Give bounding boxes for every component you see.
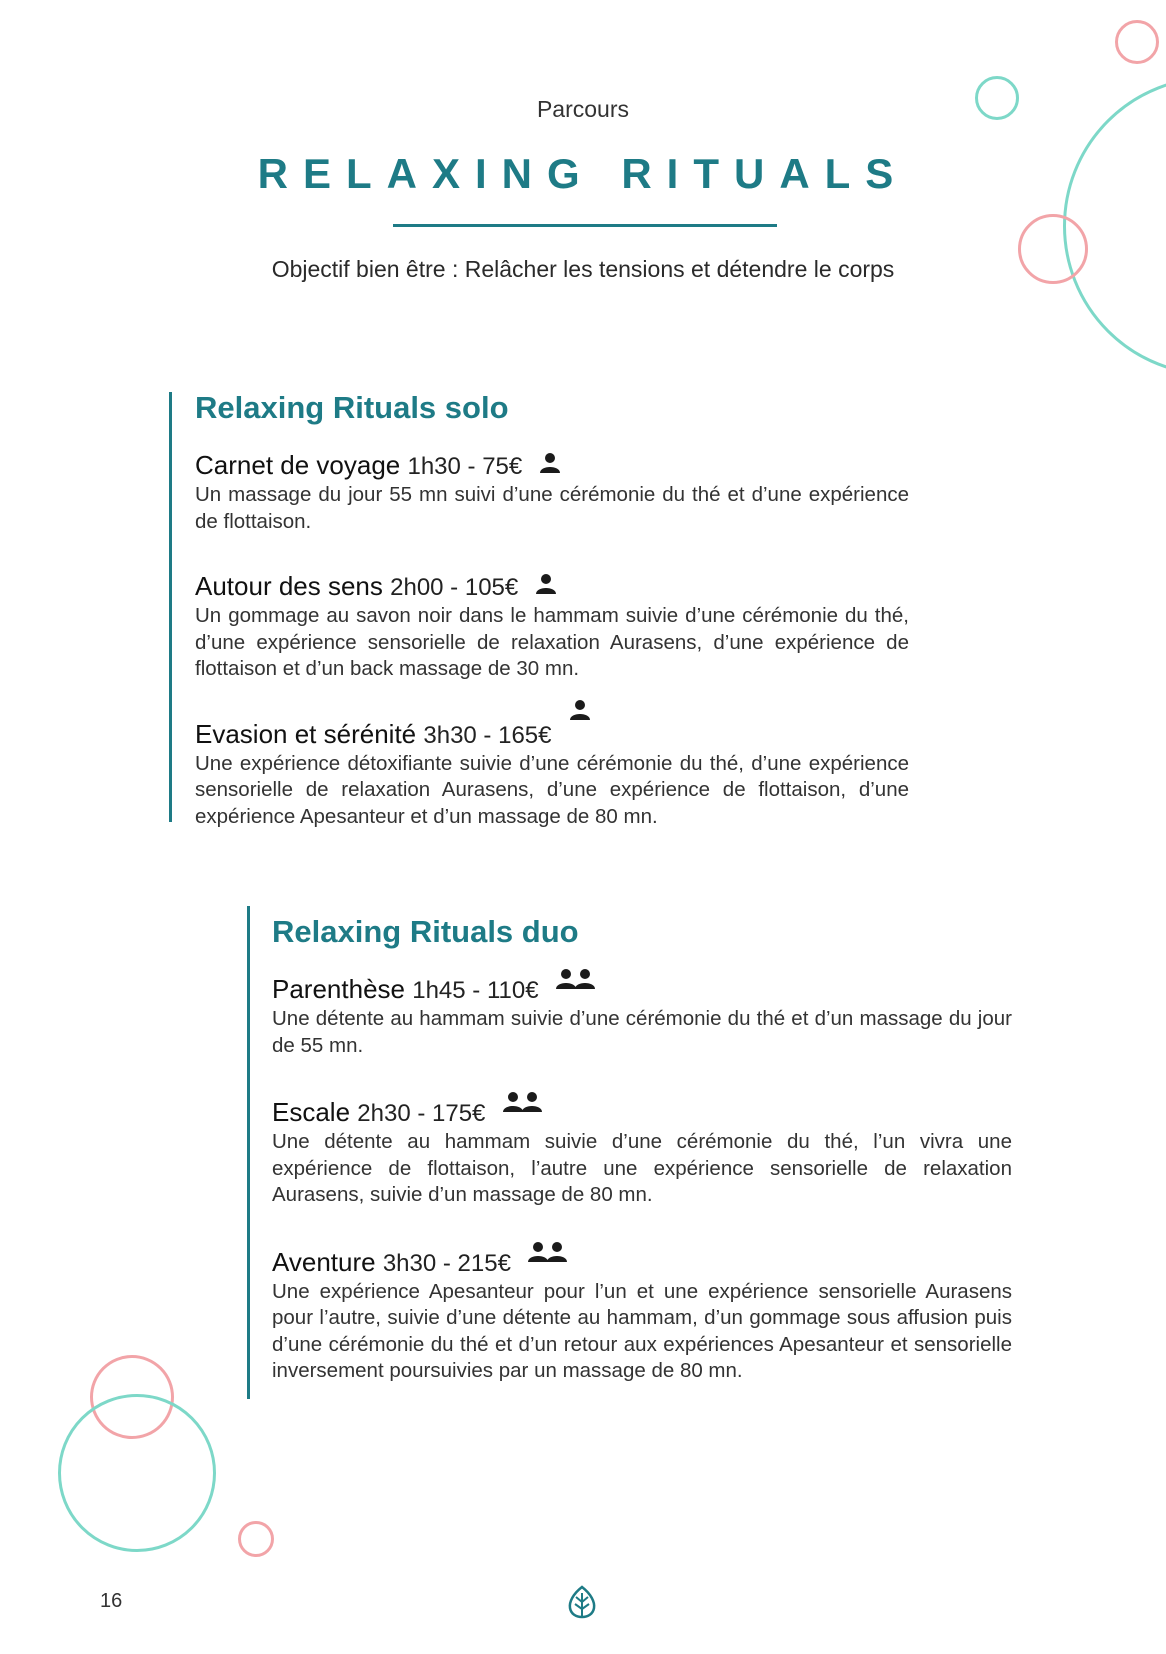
- ritual-item: [195, 571, 909, 683]
- ritual-name: Carnet de voyage: [195, 450, 401, 480]
- single-person-icon: [539, 450, 561, 480]
- ritual-description: Un massage du jour 55 mn suivi d’une cérémonie du thé et d’une expérience de flottaison.: [195, 483, 909, 533]
- ritual-duration-price: 1h30 - 75€: [407, 453, 523, 480]
- decorative-circle: [58, 1394, 216, 1552]
- ritual-item: [272, 1097, 1012, 1209]
- section-title: Relaxing Rituals duo: [272, 914, 579, 949]
- ritual-name: Autour des sens: [195, 571, 383, 601]
- ritual-name: Parenthèse: [272, 974, 405, 1004]
- ritual-item: [195, 450, 909, 535]
- ritual-duration-price: 3h30 - 215€: [382, 1249, 511, 1277]
- ritual-name: Aventure: [272, 1246, 376, 1277]
- ritual-description: Une détente au hammam suivie d’une cérémonie du thé, l’un vivra une expérience de flottaison, l’autre une expérience sensorielle de relaxation Aurasens, suivie d’un massage de 80 mn.: [272, 1130, 1012, 1206]
- leaf-icon: [567, 1585, 597, 1624]
- title-underline: [393, 224, 777, 227]
- section-bar: [247, 906, 250, 1399]
- two-people-icon: [503, 1089, 543, 1119]
- ritual-item: [272, 1247, 1012, 1385]
- ritual-name: Escale: [272, 1097, 351, 1127]
- two-people-icon: [528, 1239, 568, 1269]
- two-people-icon: [556, 966, 596, 996]
- duo-section: [247, 906, 1012, 1411]
- ritual-duration-price: 1h45 - 110€: [412, 977, 539, 1004]
- page-subtitle: Objectif bien être : Relâcher les tensions et détendre le corps: [271, 256, 895, 282]
- page-number: 16: [100, 1590, 123, 1612]
- ritual-description: Un gommage au savon noir dans le hammam suivie d’une cérémonie du thé, d’une expérience sensorielle de relaxation Aurasens, d’une expérience de flottaison et d’un back massage de 30 mn.: [195, 604, 909, 680]
- ritual-item: [272, 974, 1012, 1059]
- decorative-circle: [238, 1521, 274, 1557]
- decorative-circle: [1115, 20, 1159, 64]
- ritual-description: Une détente au hammam suivie d’une cérémonie du thé et d’un massage du jour de 55 mn.: [272, 1007, 1012, 1057]
- ritual-item: [195, 719, 909, 831]
- ritual-duration-price: 3h30 - 165€: [423, 721, 552, 749]
- ritual-duration-price: 2h30 - 175€: [357, 1100, 486, 1127]
- single-person-icon: [535, 571, 557, 601]
- ritual-description: Une expérience Apesanteur pour l’un et une expérience sensorielle Aurasens pour l’autre, suivie d’une détente au hammam, d’un gommage sous affusion puis d’une cérémonie du thé et d’un retour aux expériences Apesanteur et sensorielle inversement poursuivies par un massage de 80 mn.: [272, 1279, 1012, 1382]
- solo-section: [169, 392, 909, 856]
- single-person-icon: [569, 697, 591, 727]
- ritual-duration-price: 2h00 - 105€: [390, 574, 519, 601]
- ritual-name: Evasion et sérénité: [195, 718, 417, 749]
- page-kicker: Parcours: [536, 96, 630, 122]
- ritual-description: Une expérience détoxifiante suivie d’une cérémonie du thé, d’une expérience sensorielle de relaxation Aurasens, d’une expérience de flottaison, d’une expérience Apesanteur et d’un massage de 80 mn.: [195, 751, 909, 828]
- section-title: Relaxing Rituals solo: [195, 390, 509, 425]
- page-title: RELAXING RITUALS: [257, 150, 909, 197]
- section-bar: [169, 392, 172, 822]
